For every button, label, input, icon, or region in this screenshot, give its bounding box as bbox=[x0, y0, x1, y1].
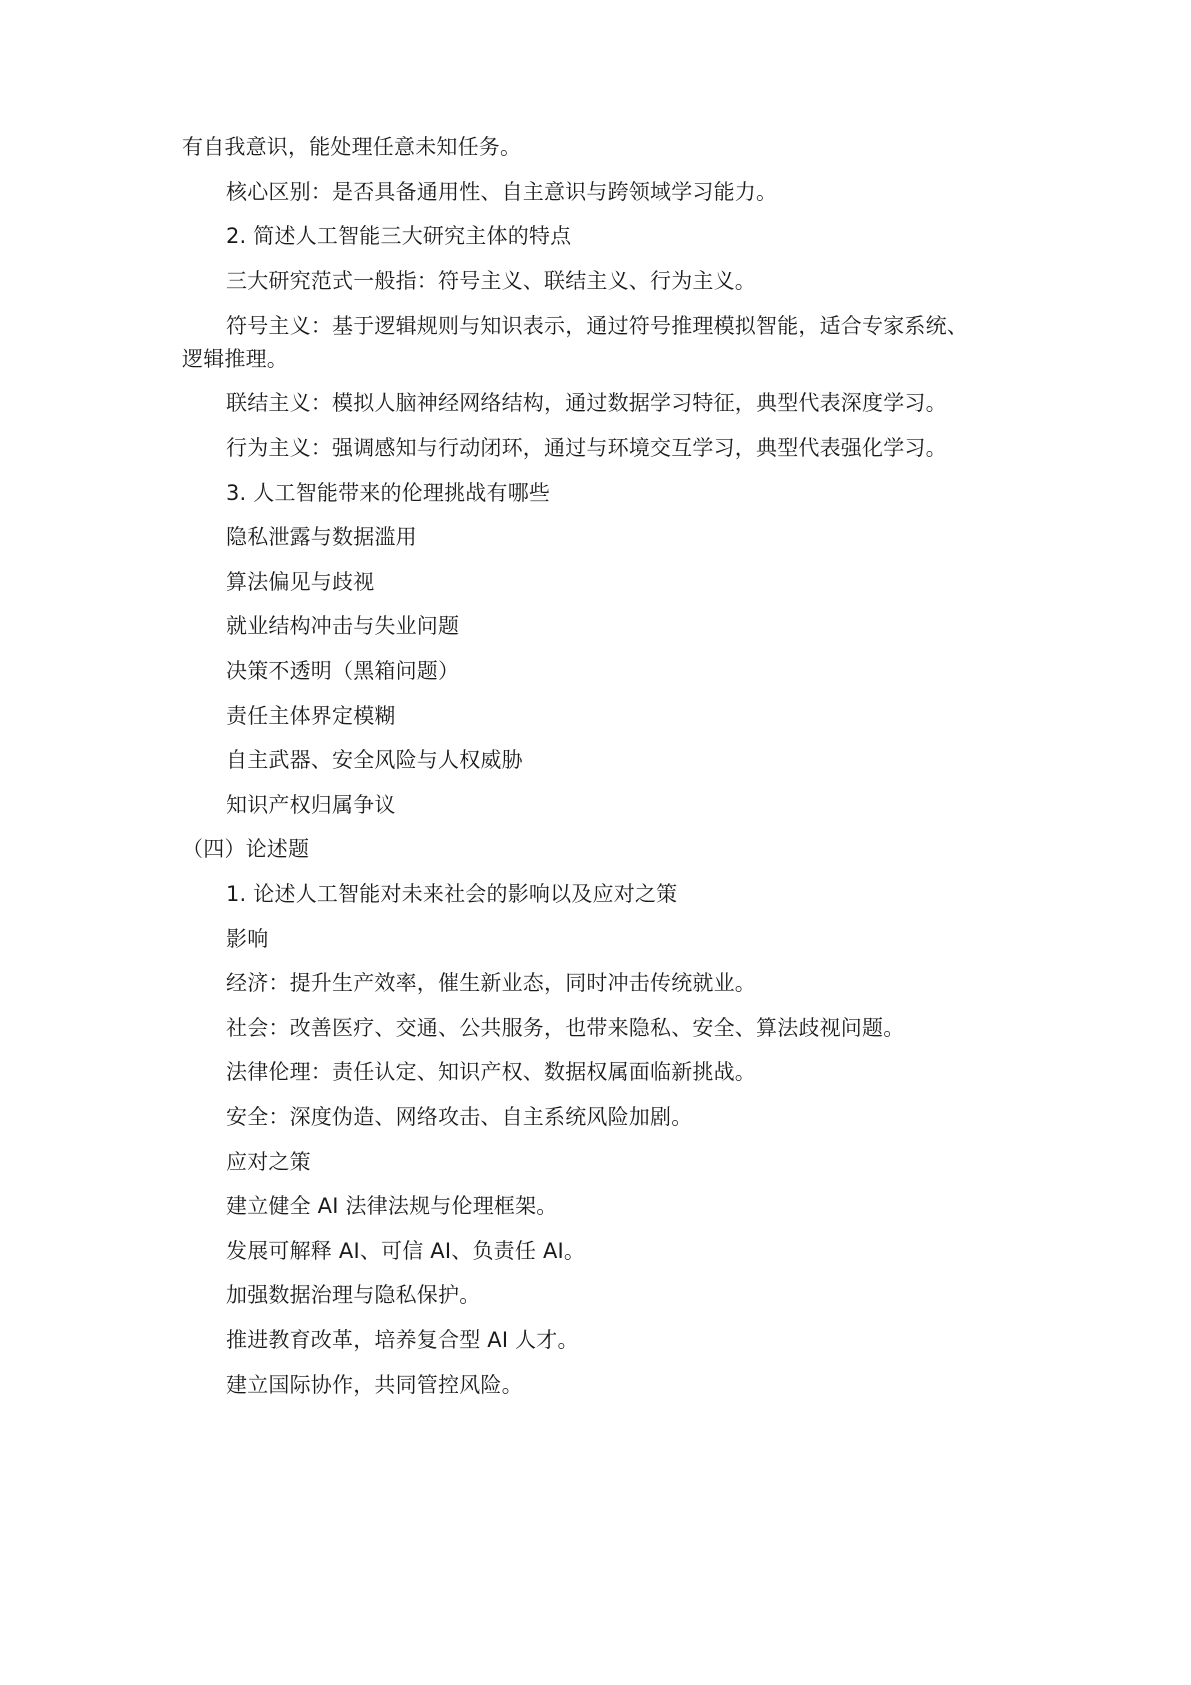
list-item: 知识产权归属争议 bbox=[226, 793, 396, 817]
list-item: 发展可解释 AI、可信 AI、负责任 AI。 bbox=[226, 1239, 586, 1263]
list-item: 就业结构冲击与失业问题 bbox=[226, 614, 460, 638]
subheading-impact: 影响 bbox=[226, 927, 269, 951]
paragraph-symbolism-continued: 逻辑推理。 bbox=[182, 347, 288, 371]
subheading-countermeasures: 应对之策 bbox=[226, 1150, 311, 1174]
list-item: 决策不透明（黑箱问题） bbox=[226, 659, 460, 683]
paragraph-law-ethics: 法律伦理：责任认定、知识产权、数据权属面临新挑战。 bbox=[226, 1060, 756, 1084]
list-item: 算法偏见与歧视 bbox=[226, 570, 375, 594]
paragraph-core-difference: 核心区别：是否具备通用性、自主意识与跨领域学习能力。 bbox=[226, 180, 778, 204]
paragraph-symbolism: 符号主义：基于逻辑规则与知识表示，通过符号推理模拟智能，适合专家系统、 bbox=[226, 314, 968, 338]
paragraph-three-paradigms: 三大研究范式一般指：符号主义、联结主义、行为主义。 bbox=[226, 269, 756, 293]
paragraph-society: 社会：改善医疗、交通、公共服务，也带来隐私、安全、算法歧视问题。 bbox=[226, 1016, 905, 1040]
list-item: 建立健全 AI 法律法规与伦理框架。 bbox=[226, 1194, 558, 1218]
question-heading-2: 2. 简述人工智能三大研究主体的特点 bbox=[226, 224, 572, 248]
list-item: 加强数据治理与隐私保护。 bbox=[226, 1283, 481, 1307]
question-heading-3: 3. 人工智能带来的伦理挑战有哪些 bbox=[226, 481, 551, 505]
list-item: 推进教育改革，培养复合型 AI 人才。 bbox=[226, 1328, 579, 1352]
question-heading-essay-1: 1. 论述人工智能对未来社会的影响以及应对之策 bbox=[226, 882, 678, 906]
paragraph-connectionism: 联结主义：模拟人脑神经网络结构，通过数据学习特征，典型代表深度学习。 bbox=[226, 391, 947, 415]
list-item: 建立国际协作，共同管控风险。 bbox=[226, 1373, 523, 1397]
section-heading-essay: （四）论述题 bbox=[182, 837, 310, 861]
list-item: 责任主体界定模糊 bbox=[226, 704, 396, 728]
paragraph-security: 安全：深度伪造、网络攻击、自主系统风险加剧。 bbox=[226, 1105, 693, 1129]
paragraph-continuation: 有自我意识，能处理任意未知任务。 bbox=[182, 135, 522, 159]
list-item: 自主武器、安全风险与人权威胁 bbox=[226, 748, 523, 772]
paragraph-behaviorism: 行为主义：强调感知与行动闭环，通过与环境交互学习，典型代表强化学习。 bbox=[226, 436, 947, 460]
list-item: 隐私泄露与数据滥用 bbox=[226, 525, 417, 549]
paragraph-economy: 经济：提升生产效率，催生新业态，同时冲击传统就业。 bbox=[226, 971, 756, 995]
